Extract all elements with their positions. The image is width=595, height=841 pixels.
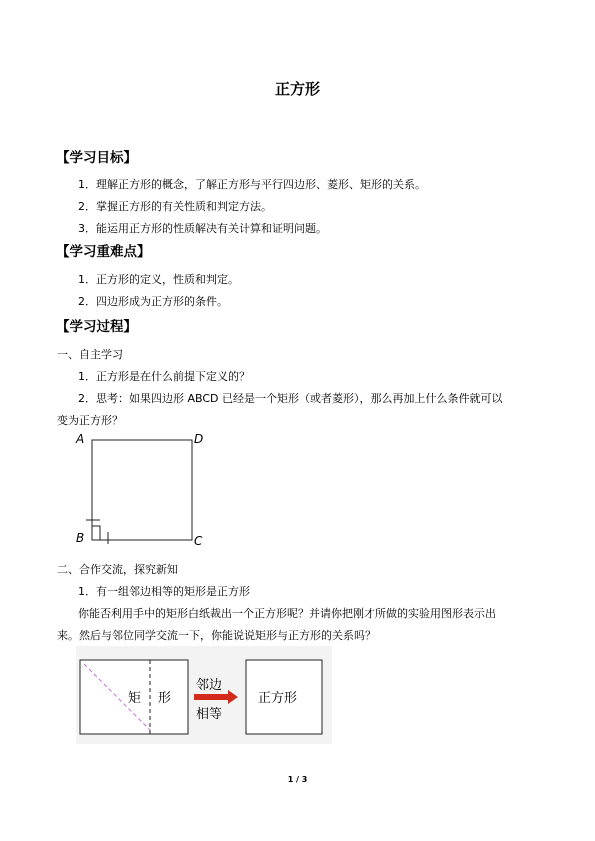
heading-key-points: 【学习重难点】 <box>56 244 151 260</box>
part2-paragraph-line1: 你能否利用手中的矩形白纸裁出一个正方形呢？并请你把刚才所做的实验用图形表示出 <box>78 607 496 620</box>
heading-process: 【学习过程】 <box>56 319 137 335</box>
vertex-label-a: A <box>76 432 85 446</box>
arrow-label-bottom: 相等 <box>196 707 223 722</box>
heading-goals: 【学习目标】 <box>56 150 137 166</box>
key-point-item-2: 2．四边形成为正方形的条件。 <box>78 295 228 308</box>
vertex-label-b: B <box>76 531 85 545</box>
square-outline <box>92 440 192 540</box>
square-label: 正方形 <box>258 691 298 706</box>
square-abcd-figure <box>70 428 220 550</box>
arrow-label-top: 邻边 <box>196 678 223 693</box>
part2-question-1: 1．有一组邻边相等的矩形是正方形 <box>78 585 250 598</box>
page-number: 1 / 3 <box>287 775 308 784</box>
part1-question-2-line1: 2．思考：如果四边形 ABCD 已经是一个矩形（或者菱形），那么再加上什么条件就可以 <box>78 392 503 405</box>
part2-title: 二、合作交流，探究新知 <box>57 563 178 576</box>
goal-item-3: 3．能运用正方形的性质解决有关计算和证明问题。 <box>78 222 327 235</box>
vertex-label-d: D <box>194 432 204 446</box>
right-angle-mark <box>92 526 100 540</box>
goal-item-2: 2．掌握正方形的有关性质和判定方法。 <box>78 200 272 213</box>
part1-question-2-line2: 变为正方形？ <box>57 414 123 427</box>
vertex-label-c: C <box>194 534 203 548</box>
goal-item-1: 1．理解正方形的概念，了解正方形与平行四边形、菱形、矩形的关系。 <box>78 178 426 191</box>
key-point-item-1: 1．正方形的定义，性质和判定。 <box>78 273 239 286</box>
part1-title: 一、自主学习 <box>57 348 123 361</box>
part1-question-1: 1．正方形是在什么前提下定义的？ <box>78 370 250 383</box>
part2-paragraph-line2: 来。然后与邻位同学交流一下，你能说说矩形与正方形的关系吗？ <box>57 629 376 642</box>
rectangle-label-right: 形 <box>158 691 172 706</box>
rectangle-label-left: 矩 <box>128 691 142 706</box>
rectangle-to-square-diagram <box>76 646 332 744</box>
page-title: 正方形 <box>274 80 320 98</box>
